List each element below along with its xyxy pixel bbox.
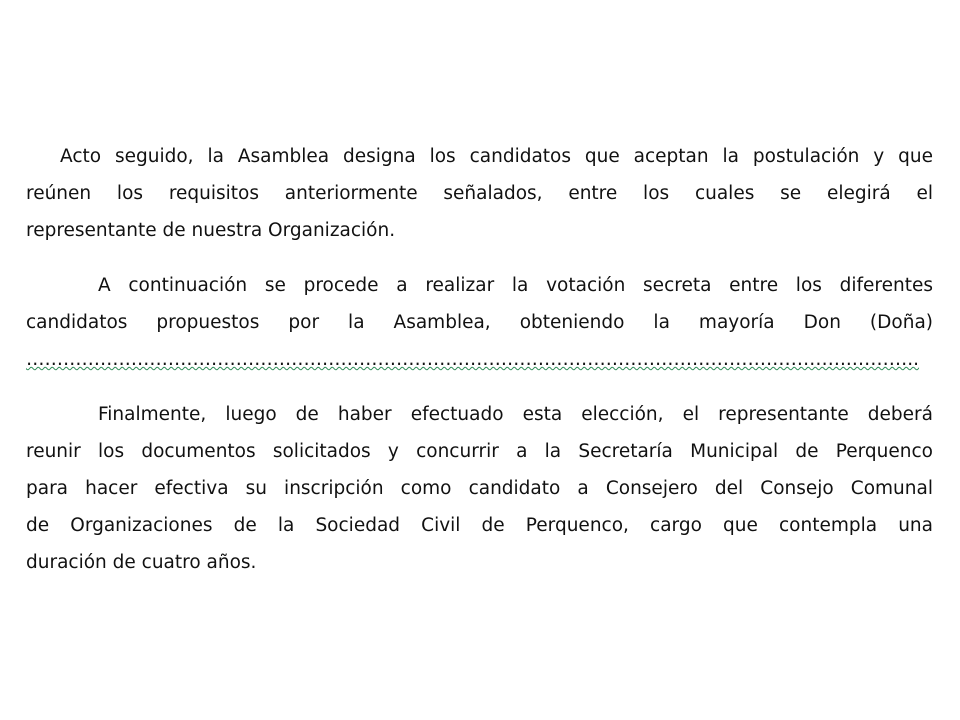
paragraph-2 <box>26 267 933 378</box>
paragraph-2-line-2-text: candidatos propuestos por la Asamblea, obteniendo la mayoría Don (Doña) <box>26 312 933 333</box>
paragraph-1-line-2: reúnen los requisitos anteriormente señalados, entre los cuales se elegirá el <box>26 183 933 204</box>
blank-name-dots: ……………………………………………………………………………………………………………………..……….. <box>26 349 920 370</box>
paragraph-1-line-3: representante de nuestra Organización. <box>26 220 396 241</box>
paragraph-2-line-1: A continuación se procede a realizar la votación secreta entre los diferentes <box>98 275 933 296</box>
paragraph-3-line-5: duración de cuatro años. <box>26 552 257 573</box>
paragraph-3-line-2: reunir los documentos solicitados y concurrir a la Secretaría Municipal de Perquenco <box>26 441 933 462</box>
paragraph-spacer <box>26 249 933 267</box>
paragraph-2-line-3 <box>26 341 933 378</box>
paragraph-3 <box>26 396 933 581</box>
paragraph-1 <box>26 138 933 249</box>
paragraph-3-line-4: de Organizaciones de la Sociedad Civil de Perquenco, cargo que contempla una <box>26 515 933 536</box>
paragraph-2-line-2 <box>26 304 933 341</box>
paragraph-1-line-1: Acto seguido, la Asamblea designa los candidatos que aceptan la postulación y que <box>60 146 933 167</box>
paragraph-3-line-3: para hacer efectiva su inscripción como candidato a Consejero del Consejo Comunal <box>26 478 933 499</box>
paragraph-3-line-1: Finalmente, luego de haber efectuado esta elección, el representante deberá <box>98 404 933 425</box>
paragraph-spacer <box>26 378 933 396</box>
document-body <box>26 138 933 581</box>
